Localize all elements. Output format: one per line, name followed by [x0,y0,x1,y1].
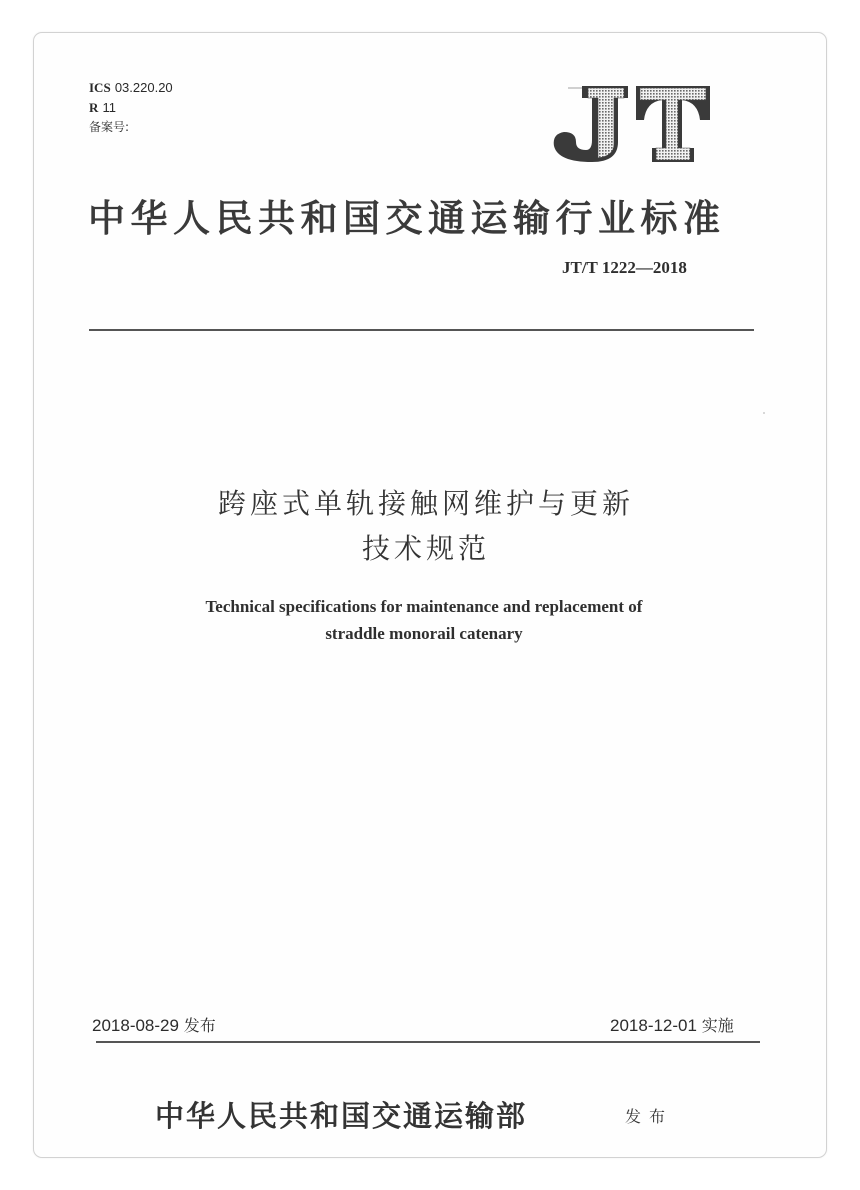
chinese-title-line-1: 跨座式单轨接触网维护与更新 [217,487,634,520]
effective-date [610,1013,734,1036]
issue-date-value: 2018-08-29 [92,1016,179,1035]
issuing-authority: 中华人民共和国交通运输部 [155,1099,528,1133]
jt-logo-icon [548,84,714,164]
scan-speck [763,412,765,414]
ics-code: 03.220.20 [114,80,173,95]
industry-standard-title: 中华人民共和国交通运输行业标准 [88,196,726,240]
ccs-line [89,98,173,118]
ics-label: ICS [89,80,111,95]
issue-date-label: 发布 [183,1016,216,1035]
issuing-action: 发布 [625,1107,674,1126]
ics-line [89,78,173,98]
standard-number: JT/T 1222—2018 [562,258,687,277]
bottom-divider [96,1041,760,1043]
ccs-label: R [89,100,99,115]
effective-date-label: 实施 [701,1016,734,1035]
classification-block [89,78,173,137]
ccs-code: 11 [102,100,117,115]
record-number-label: 备案号: [89,120,130,134]
english-title-line-2: straddle monorail catenary [325,624,523,643]
top-divider [89,329,754,331]
chinese-title-line-2: 技术规范 [361,532,490,565]
issue-date [92,1013,216,1036]
english-title-line-1: Technical specifications for maintenance and replacement of [205,597,643,616]
effective-date-value: 2018-12-01 [610,1016,697,1035]
